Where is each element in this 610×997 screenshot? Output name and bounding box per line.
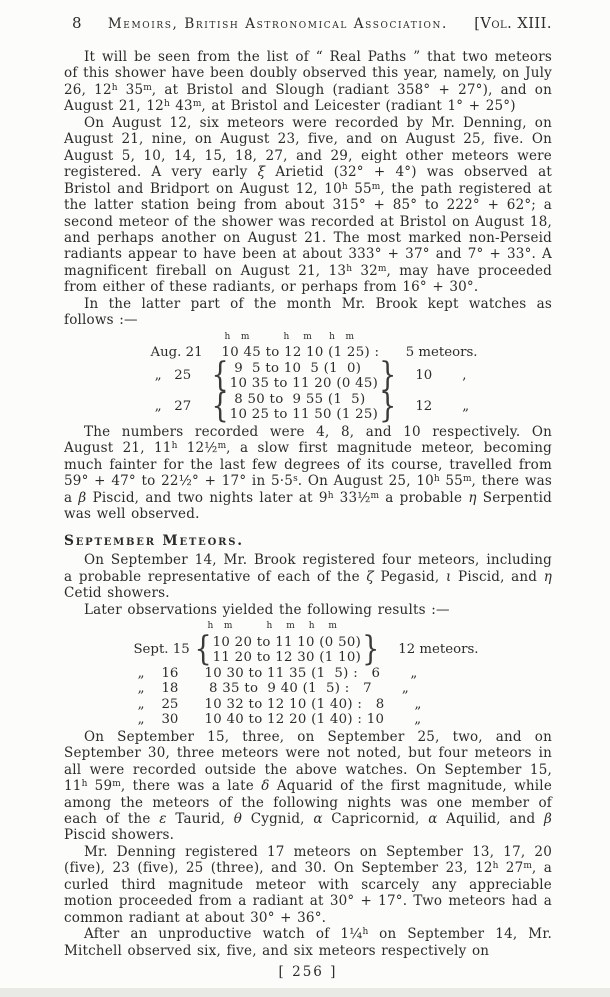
paragraph-later-observations-intro: Later observations yielded the following results :—	[84, 601, 450, 618]
table-row	[133, 697, 478, 713]
date-cell: „ 27	[150, 399, 192, 415]
paragraph-mitchell-watch: After an unproductive watch of 1¼$^h$ on September 14, Mr. Mitchell observed six, five, and six meteors respectively on	[64, 926, 552, 959]
times-cell: 10 32 to 12 10 (1 40) : 8	[204, 696, 385, 712]
volume-label: [Vol. XIII.	[474, 16, 552, 32]
table-row	[133, 630, 479, 670]
times-cell: 8 50 to 9 55 (1 5)	[229, 391, 366, 407]
september-watch-table	[133, 619, 478, 728]
paragraph-august-meteors: On August 12, six meteors were recorded by Mr. Denning, on August 21, nine, on August 23, five, and on August 25, five. On August 5, 10, 14, 15, 18, 27, and 29, eight other meteors were registered. A very early ξ Arietid (32° + 4°) was observed at Bristol and Bridport on August 12, 10$^h$ 55$^m$, the path registered at the latter station being from about 315° + 85° to 222° + 62°; a second meteor of the shower was recorded at Bristol on August 18, and perhaps another on August 21. The most marked non-Perseid radiants appear to have been at about 333° + 37° and 7° + 33°. A magnificent fireball on August 21, 13$^h$ 32$^m$, may have proceeded from either of these radiants, or perhaps from 16° + 30°.	[64, 114, 552, 296]
count-cell: 10	[415, 368, 433, 384]
date-cell: „ 18	[133, 681, 179, 697]
count-cell: 12 meteors.	[398, 642, 479, 658]
ditto-mark: ,	[462, 368, 467, 384]
table-row	[151, 345, 478, 361]
ditto-mark: „	[410, 665, 418, 681]
ditto-mark: „	[401, 681, 409, 697]
page-number: 8	[72, 14, 82, 32]
table-units-header: h m h m h m	[207, 621, 338, 632]
folio-page-number: [ 256 ]	[278, 964, 338, 981]
date-cell: „ 30	[133, 712, 179, 728]
table-units-header: h m h m h m	[224, 331, 355, 342]
count-cell: 12	[415, 399, 433, 415]
times-group	[213, 635, 361, 666]
times-cell: 10 40 to 12 20 (1 40) : 10	[204, 712, 385, 728]
brace-close-glyph: }	[362, 630, 380, 670]
times-cell: 10 20 to 11 10 (0 50)	[212, 634, 362, 650]
times-group	[230, 392, 378, 423]
section-heading-september-meteors: September Meteors.	[64, 533, 244, 550]
table-row	[133, 681, 478, 697]
paragraph-september-15-notes: On September 15, three, on September 25, two, and on September 30, three meteors were not noted, but four meteors in all were recorded outside the above watches. On September 15, 11$^h$ 59$^m$, there was a late δ Aquarid of the first magnitude, while among the meteors of the following nights was one member of each of the ε Taurid, θ Cygnid, α Capricornid, α Aquilid, and β Piscid showers.	[64, 728, 553, 844]
count-cell: 5 meteors.	[397, 345, 478, 361]
brace-open-glyph: {	[211, 387, 229, 427]
date-cell: „ 16	[133, 665, 179, 681]
paragraph-september-14: On September 14, Mr. Brook registered four meteors, including a probable representative of each of the ζ Pegasid, ι Piscid, and η Cetid showers.	[64, 552, 553, 602]
brace-open-glyph: {	[194, 630, 212, 670]
paragraph-denning-september: Mr. Denning registered 17 meteors on September 13, 17, 20 (five), 23 (five), 25 (three), and 30. On September 23, 12$^h$ 27$^m$, a curled third magnitude meteor with scarcely any appreciable motion proceeded from a radiant at 30° + 17°. Two meteors had a common radiant at about 30° + 36°.	[64, 843, 552, 926]
times-cell: 10 30 to 11 35 (1 5) : 6	[204, 665, 381, 681]
brace-open-glyph: {	[211, 356, 229, 396]
table-row	[150, 387, 478, 427]
running-head	[64, 14, 552, 32]
times-cell: 10 35 to 11 20 (0 45)	[229, 376, 379, 392]
brace-close-glyph: }	[379, 387, 397, 427]
scan-edge-strip	[0, 988, 610, 997]
ditto-mark: „	[414, 712, 422, 728]
times-cell: 10 45 to 12 10 (1 25) :	[221, 345, 380, 361]
times-group	[230, 361, 378, 392]
date-cell: „ 25	[150, 368, 192, 384]
date-cell: Aug. 21	[150, 345, 203, 361]
table-row	[133, 666, 478, 682]
date-cell: Sept. 15	[133, 642, 190, 658]
brace-close-glyph: }	[379, 356, 397, 396]
ditto-mark: „	[462, 399, 470, 415]
times-cell: 10 25 to 11 50 (1 25)	[229, 407, 379, 423]
times-cell: 11 20 to 12 30 (1 10)	[212, 650, 362, 666]
journal-title: Memoirs, British Astronomical Association.	[107, 16, 448, 32]
date-cell: „ 25	[133, 696, 179, 712]
times-cell: 8 35 to 9 40 (1 5) : 7	[204, 681, 372, 697]
ditto-mark: „	[414, 696, 422, 712]
table-row	[133, 712, 478, 728]
paragraph-brook-watches-intro: In the latter part of the month Mr. Brook kept watches as follows :—	[64, 295, 552, 329]
august-watch-table	[150, 330, 478, 427]
paragraph-numbers-recorded: The numbers recorded were 4, 8, and 10 respectively. On August 21, 11$^h$ 12½$^m$, a slow first magnitude meteor, becoming much fainter for the last few degrees of its course, travelled from 59° + 47° to 22½° + 17° in $5\cdot 5^s$. On August 25, 10$^h$ 55$^m$, there was a β Piscid, and two nights later at 9$^h$ 33½$^m$ a probable η Serpentid was well observed.	[64, 423, 553, 522]
table-row	[150, 356, 478, 396]
paragraph-real-paths: It will be seen from the list of “ Real Paths ” that two meteors of this shower have been doubly observed this year, namely, on July 26, 12$^h$ 35$^m$, at Bristol and Slough (radiant 358° + 27°), and on August 21, 12$^h$ 43$^m$, at Bristol and Leicester (radiant 1° + 25°)	[64, 49, 552, 115]
times-cell: 9 5 to 10 5 (1 0)	[229, 360, 362, 376]
